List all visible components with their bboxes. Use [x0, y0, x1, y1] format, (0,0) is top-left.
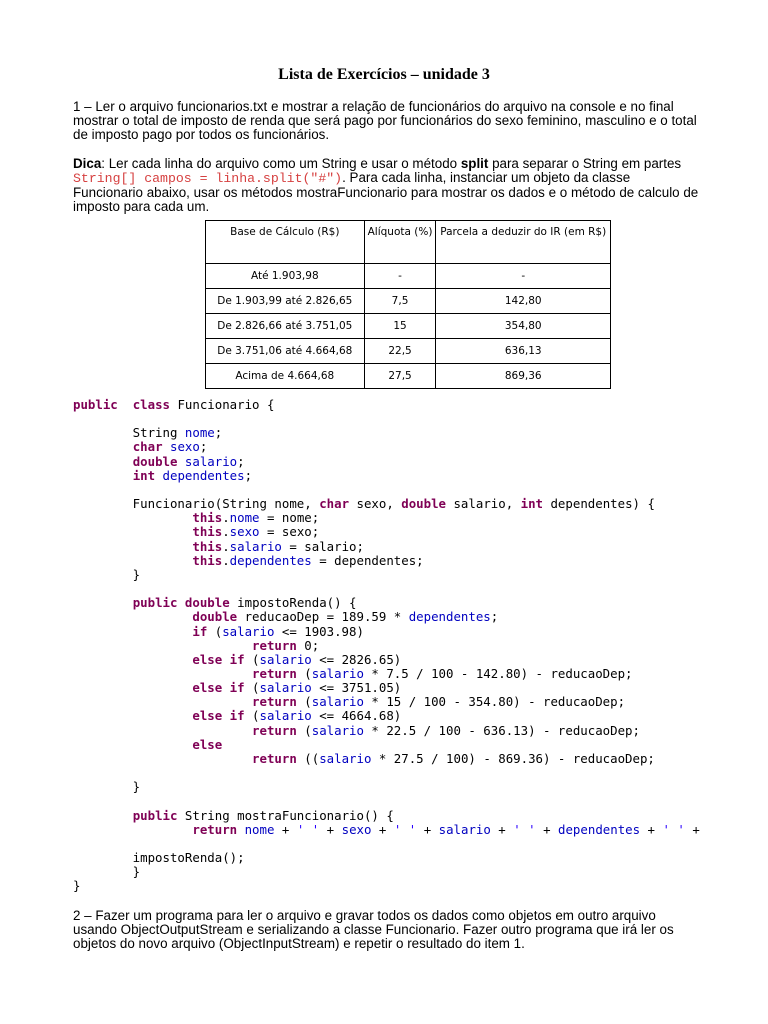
table-row — [206, 264, 611, 289]
code-line — [73, 468, 252, 483]
code-token: salario — [311, 722, 364, 738]
code-token: ( — [207, 623, 223, 639]
code-token: + — [640, 821, 663, 837]
code-line — [73, 496, 655, 511]
code-token: . — [222, 510, 230, 526]
code-token — [73, 539, 192, 554]
code-line — [73, 539, 364, 554]
code-token: else — [192, 651, 223, 667]
code-token: class — [132, 397, 170, 412]
code-token: * 7.5 / 100 - 142.80) - reducaoDep; — [363, 665, 633, 681]
code-token: if — [229, 651, 245, 667]
code-token: ( — [244, 708, 260, 724]
code-token: nome — [244, 821, 275, 837]
code-token: if — [229, 708, 245, 724]
table-cell: - — [364, 264, 436, 289]
code-token: ; — [490, 609, 499, 625]
code-line — [73, 708, 401, 723]
code-token: <= 3751.05) — [311, 680, 402, 696]
code-token: public — [73, 397, 118, 412]
code-line — [73, 822, 700, 837]
code-token: + — [319, 821, 342, 837]
code-token: = salario; — [281, 538, 364, 554]
table-cell: 354,80 — [436, 314, 611, 339]
code-token: return — [252, 665, 297, 681]
code-token: ( — [244, 680, 260, 696]
code-token: ( — [296, 665, 312, 681]
code-line — [73, 737, 222, 752]
code-token — [73, 524, 192, 539]
code-token: impostoRenda(); — [73, 850, 245, 865]
tip-text-middle: para separar o String em partes — [488, 156, 682, 171]
code-token: nome — [184, 425, 215, 441]
code-token: + — [684, 821, 700, 837]
code-token: } — [73, 864, 141, 880]
code-token: = nome; — [259, 510, 320, 526]
code-token: ; — [237, 453, 245, 469]
code-token — [73, 609, 192, 624]
code-token: <= 1903.98) — [274, 623, 364, 639]
code-token: <= 4664.68) — [311, 708, 402, 724]
table-row — [206, 339, 611, 364]
code-token: return — [192, 821, 238, 837]
code-token — [222, 652, 229, 667]
tip-paragraph — [73, 157, 703, 214]
header-parcela-deduzir: Parcela a deduzir do IR (em R$) — [436, 221, 611, 264]
code-token: salario — [259, 708, 312, 724]
code-token: public — [132, 807, 178, 823]
code-token: <= 2826.65) — [311, 651, 402, 667]
code-token: dependentes — [408, 609, 491, 625]
code-line — [73, 609, 498, 624]
code-token: sexo — [229, 524, 260, 540]
code-token: ; — [244, 467, 253, 483]
code-token: sexo — [341, 821, 372, 837]
code-token: this — [192, 510, 223, 526]
code-token: ( — [244, 651, 260, 667]
code-token: salario — [311, 665, 364, 681]
code-token: int — [520, 496, 544, 512]
code-token: + — [274, 821, 297, 837]
tip-text-before: : Ler cada linha do arquivo como um String e usar o método — [101, 156, 461, 171]
code-token: ' ' — [513, 821, 536, 837]
code-token: * 15 / 100 - 354.80) - reducaoDep; — [363, 694, 626, 710]
code-line — [73, 723, 640, 738]
code-token: return — [252, 750, 297, 766]
code-token: salario — [438, 821, 491, 837]
code-line — [73, 666, 633, 681]
code-token: } — [73, 566, 141, 582]
java-code-block — [73, 398, 700, 893]
tax-rate-table — [205, 220, 611, 389]
tip-method-name: split — [460, 156, 489, 171]
code-line — [73, 779, 140, 794]
code-token: nome — [229, 510, 260, 526]
code-token — [73, 694, 252, 709]
code-token: else — [192, 736, 223, 752]
code-token — [222, 708, 229, 723]
code-token: ( — [296, 722, 312, 738]
code-token — [73, 638, 252, 653]
code-token: Funcionario(String nome, — [73, 496, 320, 512]
code-token: . — [222, 524, 230, 540]
code-line — [73, 595, 357, 610]
code-token: else — [192, 708, 223, 724]
page-title: Lista de Exercícios – unidade 3 — [278, 66, 490, 83]
header-aliquota: Alíquota (%) — [364, 221, 436, 264]
code-token — [73, 723, 252, 738]
code-line — [73, 652, 401, 667]
code-token: salario — [259, 651, 312, 667]
code-token: ' ' — [296, 821, 320, 837]
code-line — [73, 425, 222, 440]
code-token: salario — [311, 694, 364, 710]
code-token: + — [535, 821, 559, 837]
code-line — [73, 439, 207, 454]
code-token: return — [252, 694, 297, 710]
table-cell: 636,13 — [436, 339, 611, 364]
code-token — [73, 553, 192, 568]
code-token: salario — [184, 453, 238, 469]
code-token: } — [73, 779, 141, 795]
code-line — [73, 878, 80, 893]
table-cell: 22,5 — [364, 339, 436, 364]
code-token — [118, 397, 133, 412]
code-token: dependentes — [229, 552, 312, 568]
code-token: String — [73, 425, 185, 441]
code-token: + — [371, 821, 394, 837]
table-cell: De 1.903,99 até 2.826,65 — [206, 289, 365, 314]
code-token: double — [132, 453, 178, 469]
code-token: dependentes) { — [543, 496, 655, 512]
code-token: dependentes — [162, 467, 245, 483]
exercise-1-text: 1 – Ler o arquivo funcionarios.txt e mostrar a relação de funcionários do arquivo na console e no final mostrar o total de imposto de renda que será pago por funcionários do sexo feminino, masculino e o total de imposto pago por todos os funcionários. — [73, 99, 697, 142]
code-token — [155, 468, 162, 483]
code-token: dependentes — [558, 821, 641, 837]
code-token: salario — [319, 750, 372, 766]
code-token — [163, 439, 170, 454]
code-token: this — [192, 552, 223, 568]
code-token: double — [401, 496, 447, 512]
code-token: public — [132, 595, 178, 611]
exercise-2-text: 2 – Fazer um programa para ler o arquivo e gravar todos os dados como objetos em outro arquivo usando ObjectOutputStream e serializando a classe Funcionario. Fazer outro programa que irá ler os objetos do novo arquivo (ObjectInputStream) e repetir o resultado do item 1. — [73, 908, 674, 951]
code-token: Funcionario { — [170, 397, 275, 412]
code-line — [73, 638, 319, 653]
code-token: String mostraFuncionario() { — [177, 807, 394, 823]
table-cell: 142,80 — [436, 289, 611, 314]
code-token — [222, 680, 229, 695]
code-token — [237, 822, 244, 837]
code-token: this — [192, 538, 223, 554]
code-token: = dependentes; — [311, 552, 424, 568]
table-cell: 7,5 — [364, 289, 436, 314]
code-token — [73, 439, 133, 454]
code-line — [73, 624, 364, 639]
code-token: + — [416, 821, 439, 837]
code-line — [73, 850, 245, 865]
table-row — [206, 314, 611, 339]
code-token: double — [184, 595, 230, 611]
table-cell: Acima de 4.664,68 — [206, 364, 365, 389]
code-token: salario — [229, 538, 282, 554]
code-token — [73, 680, 192, 695]
code-token — [73, 822, 192, 837]
code-token: salario — [222, 623, 275, 639]
code-token: (( — [296, 750, 320, 766]
code-line — [73, 808, 394, 823]
table-header-row — [206, 221, 611, 264]
table-cell: 869,36 — [436, 364, 611, 389]
table-cell: De 2.826,66 até 3.751,05 — [206, 314, 365, 339]
code-token: = sexo; — [259, 524, 320, 540]
code-token: 0; — [296, 637, 320, 653]
code-token: return — [252, 637, 297, 653]
code-token: . — [222, 538, 230, 554]
code-token — [73, 652, 192, 667]
table-cell: 27,5 — [364, 364, 436, 389]
code-token: char — [132, 439, 163, 455]
tip-inline-code: String[] campos = linha.split("#") — [73, 171, 343, 186]
code-line — [73, 680, 401, 695]
code-token — [73, 737, 192, 752]
header-base-calculo: Base de Cálculo (R$) — [206, 221, 365, 264]
table-cell: 15 — [364, 314, 436, 339]
code-line — [73, 694, 625, 709]
code-line — [73, 454, 245, 469]
code-token: ( — [296, 694, 312, 710]
code-token: ' ' — [662, 821, 685, 837]
table-row — [206, 364, 611, 389]
code-token: this — [192, 524, 223, 540]
code-token: + — [490, 821, 514, 837]
code-token: sexo, — [349, 496, 402, 512]
code-token: ; — [214, 425, 223, 441]
tip-label: Dica — [73, 156, 102, 171]
code-token: * 27.5 / 100) - 869.36) - reducaoDep; — [371, 750, 655, 766]
code-token: salario — [259, 680, 312, 696]
code-line — [73, 864, 140, 879]
code-line — [73, 553, 424, 568]
code-token: ; — [199, 439, 208, 455]
code-line — [73, 524, 319, 539]
code-token: ' ' — [393, 821, 417, 837]
tip-text-after: . Para cada linha, instanciar um objeto da classe Funcionario abaixo, usar os métodos mostraFuncionario para mostrar os dados e o método de calculo de imposto para cada um. — [73, 170, 699, 214]
table-row — [206, 289, 611, 314]
code-token — [177, 595, 184, 610]
code-token — [73, 624, 192, 639]
code-line — [73, 397, 274, 412]
code-token: if — [192, 623, 208, 639]
code-token — [73, 808, 133, 823]
code-token — [73, 510, 192, 525]
code-token: } — [73, 878, 81, 894]
code-token: char — [319, 496, 350, 512]
code-token: salario, — [446, 496, 521, 512]
code-token — [73, 751, 252, 766]
code-line — [73, 567, 140, 582]
table-cell: De 3.751,06 até 4.664,68 — [206, 339, 365, 364]
code-token: sexo — [170, 439, 200, 455]
table-cell: Até 1.903,98 — [206, 264, 365, 289]
code-token: * 22.5 / 100 - 636.13) - reducaoDep; — [363, 722, 640, 738]
code-token — [73, 468, 133, 483]
code-token: impostoRenda() { — [229, 595, 357, 611]
code-token — [73, 666, 252, 681]
code-token: if — [229, 680, 245, 696]
code-token — [73, 595, 133, 610]
code-token: reducaoDep = 189.59 * — [237, 609, 409, 625]
code-token: else — [192, 680, 223, 696]
code-token: double — [192, 609, 238, 625]
code-line — [73, 751, 655, 766]
table-cell: - — [436, 264, 611, 289]
code-token: int — [132, 467, 156, 483]
code-line — [73, 510, 319, 525]
code-token — [73, 708, 192, 723]
code-token: . — [222, 552, 230, 568]
code-token: return — [252, 722, 297, 738]
code-token — [177, 454, 184, 469]
code-token — [73, 454, 133, 469]
